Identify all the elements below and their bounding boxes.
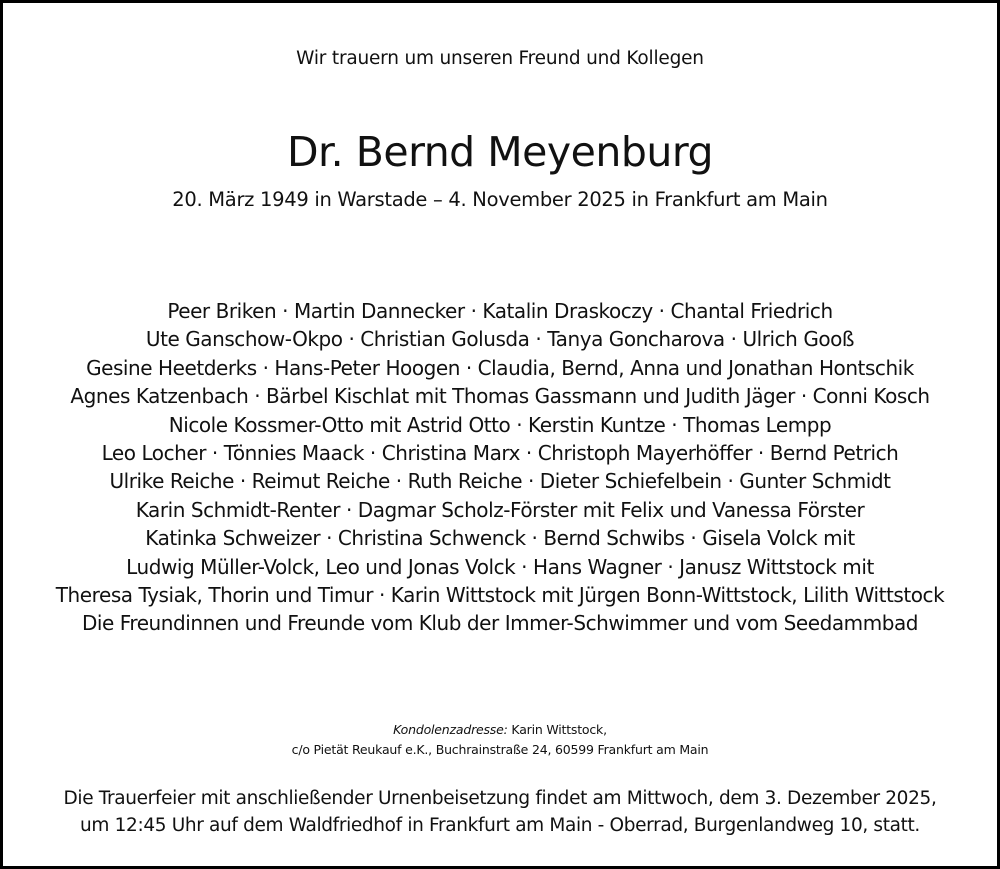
mourners-line: Katinka Schweizer · Christina Schwenck · Bernd Schwibs · Gisela Volck mit: [145, 526, 855, 551]
condolence-address-line-2: c/o Pietät Reukauf e.K., Buchrainstraße 24, 60599 Frankfurt am Main: [291, 742, 709, 757]
mourners-line: Leo Locher · Tönnies Maack · Christina Marx · Christoph Mayerhöffer · Bernd Petrich: [101, 440, 899, 465]
ceremony-info: [3, 785, 997, 839]
mourners-line: Die Freundinnen und Freunde vom Klub der Immer-Schwimmer und vom Seedammbad: [81, 611, 919, 636]
mourners-line: Agnes Katzenbach · Bärbel Kischlat mit Thomas Gassmann und Judith Jäger · Conni Kosch: [70, 384, 930, 409]
mourners-line: Ludwig Müller-Volck, Leo und Jonas Volck · Hans Wagner · Janusz Wittstock mit: [126, 554, 874, 579]
ceremony-line-1: Die Trauerfeier mit anschließender Urnenbeisetzung findet am Mittwoch, dem 3. Dezember 2025,: [63, 788, 937, 809]
mourners-line: Gesine Heetderks · Hans-Peter Hoogen · Claudia, Bernd, Anna und Jonathan Hontschik: [86, 355, 914, 380]
condolence-address: [3, 720, 997, 760]
ceremony-line-2: um 12:45 Uhr auf dem Waldfriedhof in Frankfurt am Main - Oberrad, Burgenlandweg 10, statt.: [80, 815, 920, 836]
mourners-line: Nicole Kossmer-Otto mit Astrid Otto · Kerstin Kuntze · Thomas Lempp: [168, 412, 832, 437]
mourners-list: [3, 297, 997, 638]
mourners-line: Ute Ganschow-Okpo · Christian Golusda · Tanya Goncharova · Ulrich Gooß: [145, 327, 855, 352]
mourners-line: Karin Schmidt-Renter · Dagmar Scholz-Förster mit Felix und Vanessa Förster: [135, 497, 865, 522]
condolence-address-line-1: [3, 720, 997, 740]
intro-line: Wir trauern um unseren Freund und Kollegen: [296, 48, 704, 69]
life-dates: 20. März 1949 in Warstade – 4. November 2025 in Frankfurt am Main: [172, 188, 828, 211]
condolence-address-label: Kondolenzadresse:: [393, 722, 508, 737]
mourners-line: Theresa Tysiak, Thorin und Timur · Karin Wittstock mit Jürgen Bonn-Wittstock, Lilith Wittstock: [55, 582, 945, 607]
mourners-line: Peer Briken · Martin Dannecker · Katalin Draskoczy · Chantal Friedrich: [167, 299, 833, 323]
mourners-line: Ulrike Reiche · Reimut Reiche · Ruth Reiche · Dieter Schiefelbein · Gunter Schmidt: [109, 469, 891, 494]
deceased-name: Dr. Bernd Meyenburg: [286, 128, 713, 176]
condolence-address-recipient: Karin Wittstock,: [507, 722, 607, 737]
